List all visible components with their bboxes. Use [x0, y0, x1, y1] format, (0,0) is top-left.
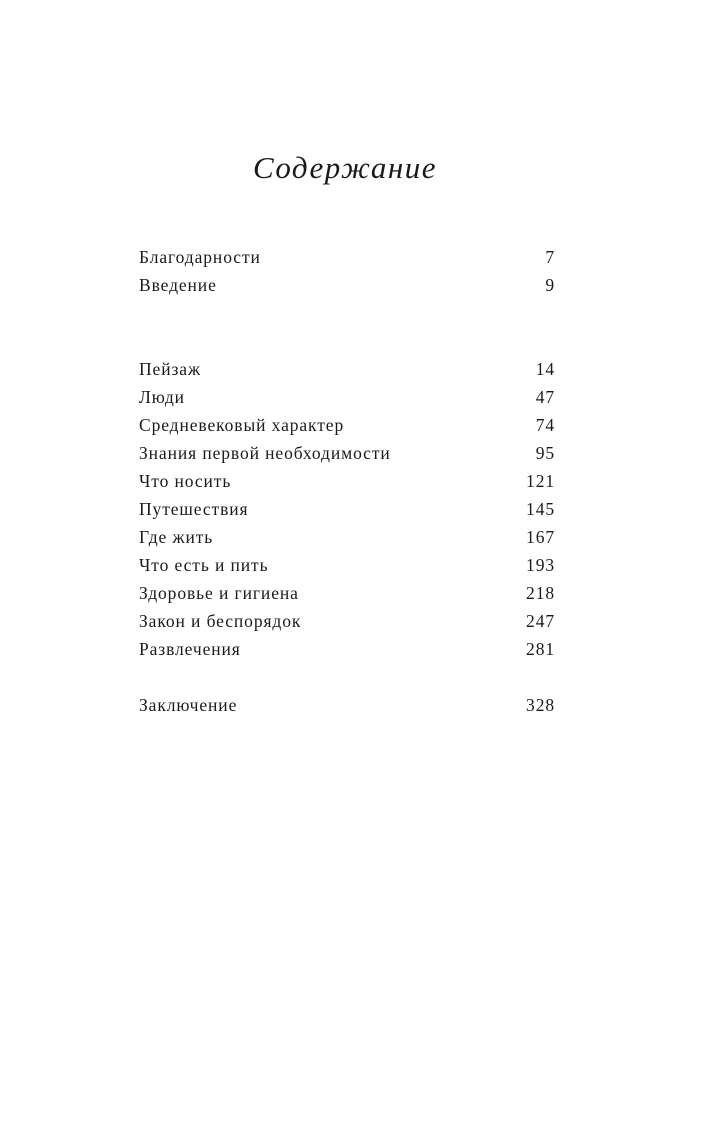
toc-entry-page-number: 281 — [526, 639, 555, 659]
toc-front-matter — [139, 243, 555, 299]
table-of-contents — [139, 243, 555, 719]
toc-entry — [139, 355, 555, 383]
toc-entry-page-number: 9 — [545, 275, 555, 295]
toc-entry — [139, 635, 555, 663]
toc-entry-page-number: 218 — [526, 583, 555, 603]
toc-entry-title: Пейзаж — [139, 359, 201, 379]
toc-entry-page-number: 74 — [535, 415, 555, 435]
toc-entry-title: Заключение — [139, 695, 238, 715]
toc-entry-title: Здоровье и гигиена — [139, 583, 299, 603]
page-title: Содержание — [252, 150, 438, 185]
toc-entry-title: Что носить — [139, 471, 232, 491]
toc-entry-title: Где жить — [139, 527, 214, 547]
toc-entry-title: Развлечения — [139, 639, 241, 659]
toc-entry-page-number: 193 — [526, 555, 555, 575]
toc-entry-title: Знания первой необходимости — [139, 443, 391, 463]
toc-entry-page-number: 247 — [526, 611, 555, 631]
toc-entry-page-number: 14 — [535, 359, 555, 379]
toc-chapters — [139, 355, 555, 663]
toc-entry — [139, 523, 555, 551]
toc-entry — [139, 243, 555, 271]
toc-entry-page-number: 95 — [535, 443, 555, 463]
toc-entry — [139, 411, 555, 439]
toc-entry-title: Люди — [139, 387, 185, 407]
toc-entry-page-number: 7 — [545, 247, 555, 267]
toc-entry — [139, 579, 555, 607]
toc-entry-title: Введение — [139, 275, 217, 295]
toc-entry-title: Закон и беспорядок — [139, 611, 302, 631]
toc-entry — [139, 551, 555, 579]
toc-entry-title: Путешествия — [139, 499, 249, 519]
toc-entry — [139, 271, 555, 299]
toc-back-matter — [139, 691, 555, 719]
toc-entry — [139, 439, 555, 467]
toc-entry — [139, 691, 555, 719]
toc-entry-page-number: 167 — [526, 527, 555, 547]
toc-entry-page-number: 328 — [526, 695, 555, 715]
toc-entry — [139, 383, 555, 411]
toc-entry — [139, 607, 555, 635]
toc-entry — [139, 495, 555, 523]
toc-entry — [139, 467, 555, 495]
toc-entry-page-number: 121 — [526, 471, 555, 491]
toc-entry-page-number: 47 — [535, 387, 555, 407]
toc-entry-title: Средневековый характер — [139, 415, 345, 435]
toc-entry-page-number: 145 — [526, 499, 555, 519]
toc-entry-title: Что есть и пить — [139, 555, 269, 575]
toc-entry-title: Благодарности — [139, 247, 261, 267]
